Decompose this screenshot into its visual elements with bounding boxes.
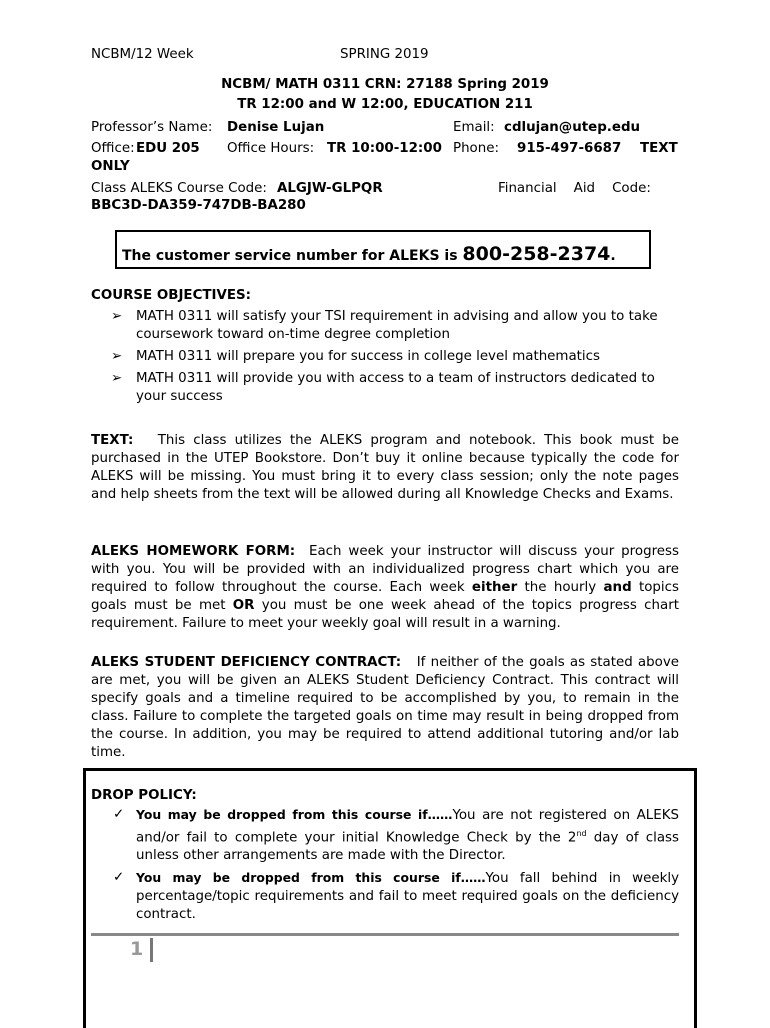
phone-label: Phone:	[453, 141, 499, 156]
checkmark-icon: ✓	[113, 807, 125, 822]
contract-label: ALEKS STUDENT DEFICIENCY CONTRACT:	[91, 655, 402, 670]
support-phone-number: 800-258-2374	[462, 243, 611, 265]
contract-section	[91, 654, 679, 762]
list-item: ➢ MATH 0311 will provide you with access to a team of instructors dedicated to your success	[111, 371, 655, 404]
course-schedule: TR 12:00 and W 12:00, EDUCATION 211	[237, 97, 533, 112]
arrow-bullet-icon: ➢	[111, 309, 123, 324]
aleks-code-value: ALGJW-GLPQR	[277, 181, 383, 196]
header-center: SPRING 2019	[340, 47, 429, 62]
email-value: cdlujan@utep.edu	[504, 120, 641, 135]
list-item: ✓ You may be dropped from this course if……You fall behind in weekly percentage/topic requirements and fail to meet required goals on the deficiency contract.	[113, 870, 679, 923]
arrow-bullet-icon: ➢	[111, 371, 123, 386]
list-item: ➢ MATH 0311 will satisfy your TSI requirement in advising and allow you to take coursework toward on-time degree completion	[111, 309, 658, 342]
phone-note-only: ONLY	[91, 159, 130, 174]
footer-divider	[91, 933, 679, 936]
office-label: Office:	[91, 141, 135, 156]
checkmark-icon: ✓	[113, 870, 125, 886]
text-body: This class utilizes the ALEKS program and notebook. This book must be purchased in the UTEP Bookstore. Don’t buy it online because typically the code for ALEKS will be missing. You must bring it to every class session; only the note pages and help sheets from the text will be allowed during all Knowledge Checks and Exams.	[91, 433, 679, 502]
arrow-bullet-icon: ➢	[111, 349, 123, 364]
aleks-support-callout	[115, 230, 651, 269]
page-number: 1	[130, 938, 144, 960]
email-label: Email:	[453, 120, 495, 135]
callout-text: The customer service number for ALEKS is 800-258-2374.	[122, 243, 616, 265]
financial-aid-label: Financial Aid Code:	[498, 181, 651, 196]
page-number-bar	[150, 938, 153, 962]
office-value: EDU 205	[136, 141, 200, 156]
financial-aid-code: BBC3D-DA359-747DB-BA280	[91, 198, 306, 213]
homework-section: ALEKS HOMEWORK FORM: Each week your instructor will discuss your progress with you. You will be provided with an individualized progress chart which you are required to follow throughout the course. Each week either the hourly and topics goals must be met OR you must be one week ahead of the topics progress chart requirement. Failure to meet your weekly goal will result in a warning.	[91, 544, 679, 631]
objectives-heading: COURSE OBJECTIVES:	[91, 288, 252, 303]
aleks-code-label: Class ALEKS Course Code:	[91, 181, 267, 196]
office-hours-value: TR 10:00-12:00	[327, 141, 442, 156]
contract-body: If neither of the goals as stated above are met, you will be given an ALEKS Student Deficiency Contract. This contract will specify goals and a timeline required to be accomplished by you, to remain in the class. Failure to complete the targeted goals on time may result in being dropped from the course. In addition, you may be required to attend additional tutoring and/or lab time.	[91, 655, 679, 760]
list-item: ➢ MATH 0311 will prepare you for success in college level mathematics	[111, 349, 600, 364]
phone-note-text: TEXT	[640, 141, 678, 156]
drop-policy-heading: DROP POLICY:	[91, 788, 197, 803]
homework-label: ALEKS HOMEWORK FORM:	[91, 544, 296, 559]
objectives-list	[91, 308, 679, 410]
office-hours-label: Office Hours:	[227, 141, 315, 156]
professor-label: Professor’s Name:	[91, 120, 213, 135]
professor-name: Denise Lujan	[227, 120, 325, 135]
course-title: NCBM/ MATH 0311 CRN: 27188 Spring 2019	[221, 77, 549, 92]
list-item: ✓ You may be dropped from this course if……You are not registered on ALEKS and/or fail to complete your initial Knowledge Check by the 2nd day of class unless other arrangements are made with the Director.	[113, 807, 679, 864]
text-label: TEXT:	[91, 433, 134, 448]
phone-value: 915-497-6687	[517, 141, 622, 156]
text-section	[91, 432, 679, 504]
drop-policy-list	[91, 806, 679, 928]
header-left: NCBM/12 Week	[91, 47, 194, 62]
